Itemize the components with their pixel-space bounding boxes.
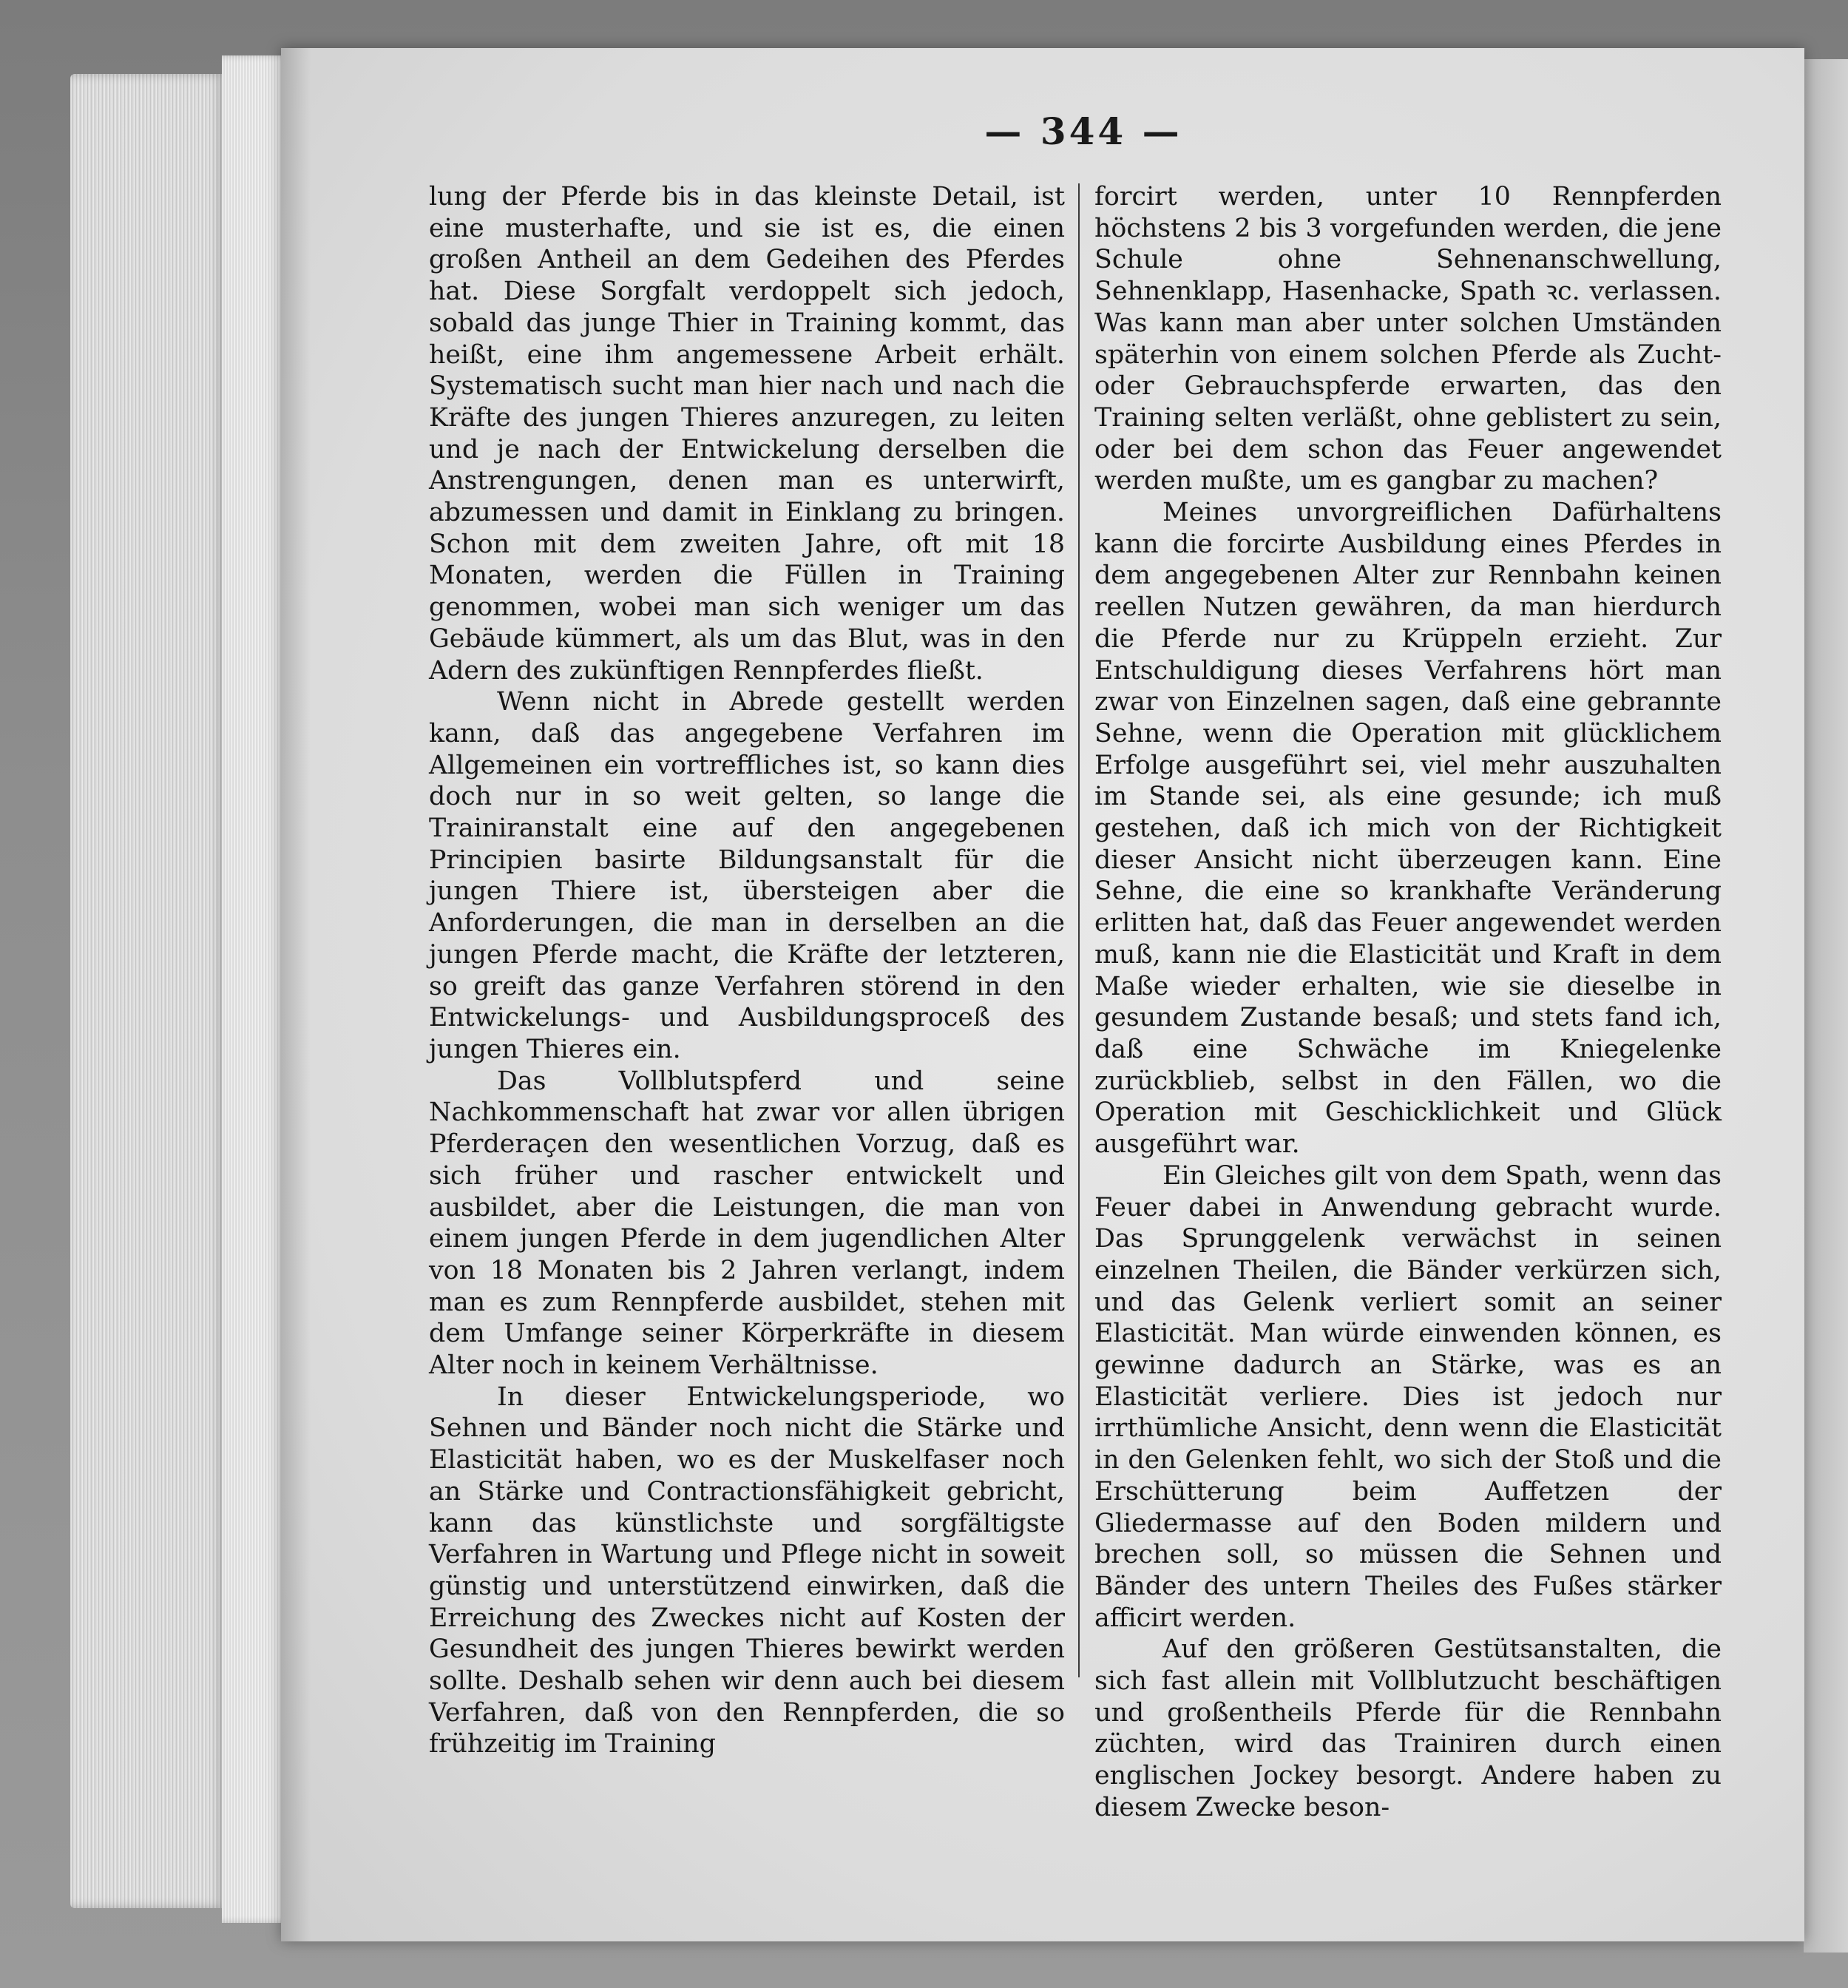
right-paragraph-3: Ein Gleiches gilt von dem Spath, wenn das Feuer dabei in Anwendung gebracht wurde. Das Sprunggelenk verwächst in seinen einzelnen Theilen, die Bänder verkürzen sich, und das Gelenk verliert somit an seiner Elasticität. Man würde einwenden können, es gewinne dadurch an Stärke, was es an Elasticität verliere. Dies ist jedoch nur irrthümliche Ansicht, denn wenn die Elasticität in den Gelenken fehlt, wo sich der Stoß und die Erschütterung beim Auffetzen der Gliedermasse auf den Boden mildern und brechen soll, so müssen die Sehnen und Bänder des untern Theiles des Fußes stärker afficirt werden. <box>1094 1160 1722 1633</box>
next-page-edge <box>1804 59 1848 1952</box>
gutter-shadow <box>281 48 311 1941</box>
right-paragraph-4: Auf den größeren Gestütsanstalten, die sich fast allein mit Vollblutzucht beschäftigen und großentheils Pferde für die Rennbahn züchten, wird das Trainiren durch einen englischen Jockey besorgt. Andere haben zu diesem Zwecke beson- <box>1094 1634 1722 1822</box>
right-column <box>1094 181 1722 1822</box>
left-paragraph-4: In dieser Entwickelungsperiode, wo Sehnen und Bänder noch nicht die Stärke und Elasticität haben, wo es der Muskelfaser noch an Stärke und Contractionsfähigkeit gebricht, kann das künstlichste und sorgfältigste Verfahren in Wartung und Pflege nicht in soweit günstig und unterstützend einwirken, daß die Erreichung des Zweckes nicht auf Kosten der Gesundheit des jungen Thieres bewirkt werden sollte. Deshalb sehen wir denn auch bei diesem Verfahren, daß von den Rennpferden, die so frühzeitig im Training <box>429 1382 1065 1759</box>
left-column <box>429 181 1065 1759</box>
page-number: — 344 — <box>984 109 1182 153</box>
column-divider <box>1078 183 1080 1677</box>
left-paragraph-3: Das Vollblutspferd und seine Nachkommenschaft hat zwar vor allen übrigen Pferderaçen den wesentlichen Vorzug, daß es sich früher und rascher entwickelt und ausbildet, aber die Leistungen, die man von einem jungen Pferde in dem jugendlichen Alter von 18 Monaten bis 2 Jahren verlangt, indem man es zum Rennpferde ausbildet, stehen mit dem Umfange seiner Körperkräfte in diesem Alter noch in keinem Verhältnisse. <box>429 1066 1065 1381</box>
book-fore-edge <box>70 74 226 1908</box>
left-paragraph-1: lung der Pferde bis in das kleinste Detail, ist eine musterhafte, und sie ist es, die einen großen Antheil an dem Gedeihen des Pferdes hat. Diese Sorgfalt verdoppelt sich jedoch, sobald das junge Thier in Training kommt, das heißt, eine ihm angemessene Arbeit erhält. Systematisch sucht man hier nach und nach die Kräfte des jungen Thieres anzuregen, zu leiten und je nach der Entwickelung derselben die Anstrengungen, denen man es unterwirft, abzumessen und damit in Einklang zu bringen. Schon mit dem zweiten Jahre, oft mit 18 Monaten, werden die Füllen in Training genommen, wobei man sich weniger um das Gebäude kümmert, als um das Blut, was in den Adern des zukünftigen Rennpferdes fließt. <box>429 182 1065 686</box>
right-paragraph-2: Meines unvorgreiflichen Dafürhaltens kann die forcirte Ausbildung eines Pferdes in dem angegebenen Alter zur Rennbahn keinen reellen Nutzen gewähren, da man hierdurch die Pferde nur zu Krüppeln erzieht. Zur Entschuldigung dieses Verfahrens hört man zwar von Einzelnen sagen, daß eine gebrannte Sehne, wenn die Operation mit glücklichem Erfolge ausgeführt sei, viel mehr auszuhalten im Stande sei, als eine gesunde; ich muß gestehen, daß ich mich von der Richtigkeit dieser Ansicht nicht überzeugen kann. Eine Sehne, die eine so krankhafte Veränderung erlitten hat, daß das Feuer angewendet werden muß, kann nie die Elasticität und Kraft in dem Maße wieder erhalten, wie sie dieselbe in gesundem Zustande besaß; und stets fand ich, daß eine Schwäche im Kniegelenke zurückblieb, selbst in den Fällen, wo die Operation mit Geschicklichkeit und Glück ausgeführt war. <box>1094 498 1722 1160</box>
left-paragraph-2: Wenn nicht in Abrede gestellt werden kann, daß das angegebene Verfahren im Allgemeinen ein vortreffliches ist, so kann dies doch nur in so weit gelten, so lange die Trainiranstalt eine auf den angegebenen Principien basirte Bildungsanstalt für die jungen Thiere ist, übersteigen aber die Anforderungen, die man in derselben an die jungen Pferde macht, die Kräfte der letzteren, so greift das ganze Verfahren störend in den Entwickelungs- und Ausbildungsproceß des jungen Thieres ein. <box>429 687 1065 1064</box>
right-paragraph-1: forcirt werden, unter 10 Rennpferden höchstens 2 bis 3 vorgefunden werden, die jene Schule ohne Sehnenanschwellung, Sehnenklapp, Hasenhacke, Spath ꝛc. verlassen. Was kann man aber unter solchen Umständen späterhin von einem solchen Pferde als Zucht- oder Gebrauchspferde erwarten, das den Training selten verläßt, ohne geblistert zu sein, oder bei dem schon das Feuer angewendet werden mußte, um es gangbar zu machen? <box>1094 182 1722 496</box>
